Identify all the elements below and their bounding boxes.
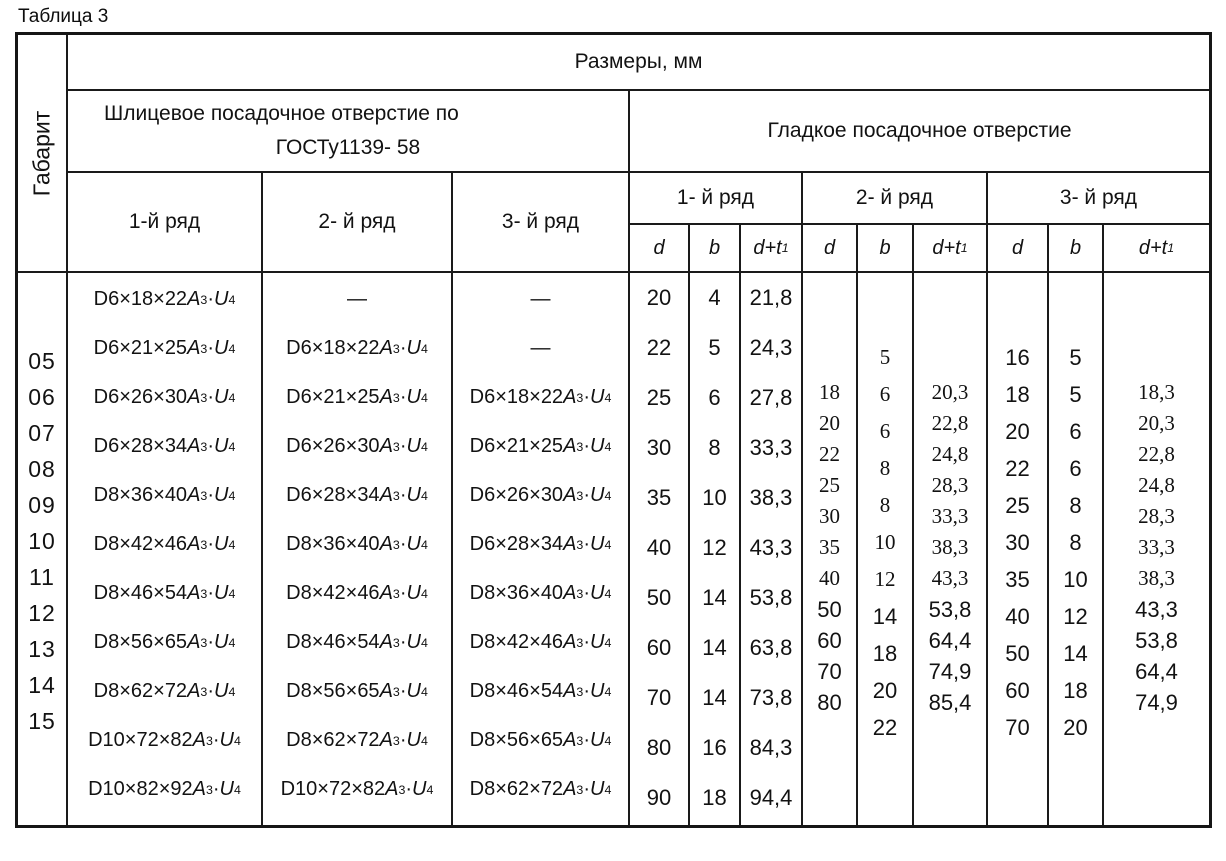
- cell-line: 13: [28, 635, 56, 662]
- cell-line: 20: [646, 285, 672, 310]
- spline-row1-column: [68, 273, 263, 825]
- cell-line: D6×28×34 A 3 · U 4: [93, 435, 236, 457]
- cell-line: 38,3: [749, 485, 793, 510]
- gabarit-values-column: [18, 273, 68, 825]
- cell-line: 22: [1005, 455, 1030, 481]
- cell-line: 70: [817, 658, 842, 684]
- cell-line: 22,8: [931, 411, 969, 435]
- cell-line: 60: [646, 635, 672, 660]
- cell-line: 50: [1005, 640, 1030, 666]
- cell-line: 8: [879, 456, 891, 480]
- cell-line: 84,3: [749, 735, 793, 760]
- smooth-row1-d-column: [630, 273, 690, 825]
- cell-line: D6×28×34 A 3 · U 4: [469, 533, 612, 555]
- cell-line: D8×56×65 A 3 · U 4: [469, 729, 612, 751]
- gabarit-vertical-label: Габарит: [28, 110, 55, 196]
- cell-line: 25: [819, 473, 840, 497]
- cell-line: 8: [1069, 492, 1082, 518]
- cell-line: D6×18×22 A 3 · U 4: [286, 337, 428, 359]
- cell-line: 10: [1063, 566, 1088, 592]
- cell-line: 4: [708, 285, 721, 310]
- cell-line: D8×36×40 A 3 · U 4: [93, 484, 236, 506]
- cell-line: 6: [1069, 418, 1082, 444]
- sizes-header: Размеры, мм: [68, 35, 1209, 91]
- cell-line: 33,3: [1138, 535, 1175, 559]
- cell-line: 6: [879, 382, 891, 406]
- cell-line: 6: [1069, 455, 1082, 481]
- cell-line: 73,8: [749, 685, 793, 710]
- cell-line: 5: [1069, 344, 1082, 370]
- cell-line: 18,3: [1138, 380, 1175, 404]
- cell-line: 5: [1069, 381, 1082, 407]
- cell-line: 11: [29, 563, 55, 590]
- cell-line: D8×56×65 A 3 · U 4: [93, 631, 236, 653]
- spline-row3-column: [453, 273, 630, 825]
- cell-line: 05: [28, 347, 56, 374]
- cell-line: D8×56×65 A 3 · U 4: [286, 680, 428, 702]
- cell-line: 18: [819, 380, 840, 404]
- smooth-row2-header: 2- й ряд: [803, 173, 988, 225]
- cell-line: 10: [28, 527, 56, 554]
- cell-line: 35: [1005, 566, 1030, 592]
- cell-line: D8×46×54 A 3 · U 4: [469, 680, 612, 702]
- cell-line: 20,3: [931, 380, 969, 404]
- cell-line: 27,8: [749, 385, 793, 410]
- cell-line: D8×46×54 A 3 · U 4: [93, 582, 236, 604]
- smooth-row1-b-column: [690, 273, 741, 825]
- cell-line: D8×36×40 A 3 · U 4: [469, 582, 612, 604]
- cell-line: —: [530, 337, 551, 359]
- spline-row2-header: 2- й ряд: [263, 173, 453, 273]
- cell-line: 14: [702, 635, 727, 660]
- cell-line: 8: [879, 493, 891, 517]
- spline-row2-column: [263, 273, 453, 825]
- cell-line: 30: [1005, 529, 1030, 555]
- cell-line: 20: [872, 677, 898, 703]
- col-header-dt1-2: d+t 1: [914, 225, 988, 273]
- cell-line: D8×42×46 A 3 · U 4: [286, 582, 428, 604]
- cell-line: 40: [646, 535, 672, 560]
- col-header-d-1: d: [630, 225, 690, 273]
- cell-line: D8×36×40 A 3 · U 4: [286, 533, 428, 555]
- cell-line: 16: [702, 735, 727, 760]
- cell-line: D8×46×54 A 3 · U 4: [286, 631, 428, 653]
- cell-line: 18: [1005, 381, 1030, 407]
- cell-line: D6×26×30 A 3 · U 4: [469, 484, 612, 506]
- col-header-d-3: d: [988, 225, 1049, 273]
- cell-line: 70: [1005, 714, 1030, 740]
- cell-line: 28,3: [1138, 504, 1175, 528]
- spline-hole-header-line2: ГОСТу1139- 58: [275, 136, 421, 159]
- smooth-row1-dt1-column: [741, 273, 803, 825]
- cell-line: 60: [817, 627, 842, 653]
- cell-line: 64,4: [1135, 658, 1178, 684]
- cell-line: 94,4: [749, 785, 793, 810]
- cell-line: D6×18×22 A 3 · U 4: [93, 288, 236, 310]
- dimensions-table: [15, 32, 1212, 828]
- cell-line: 6: [708, 385, 721, 410]
- cell-line: 24,3: [749, 335, 793, 360]
- cell-line: 38,3: [1138, 566, 1175, 590]
- cell-line: 38,3: [931, 535, 969, 559]
- cell-line: 06: [28, 383, 56, 410]
- cell-line: 33,3: [749, 435, 793, 460]
- cell-line: —: [530, 288, 551, 310]
- cell-line: 20: [1005, 418, 1030, 444]
- cell-line: 14: [702, 585, 727, 610]
- cell-line: 8: [1069, 529, 1082, 555]
- cell-line: 09: [28, 491, 56, 518]
- smooth-row3-d-column: [988, 273, 1049, 825]
- cell-line: D8×62×72 A 3 · U 4: [286, 729, 428, 751]
- cell-line: 20,3: [1138, 411, 1175, 435]
- cell-line: 40: [1005, 603, 1030, 629]
- cell-line: 12: [1063, 603, 1088, 629]
- cell-line: 53,8: [1135, 627, 1178, 653]
- smooth-row3-b-column: [1049, 273, 1104, 825]
- cell-line: 74,9: [1135, 689, 1178, 715]
- cell-line: —: [347, 288, 367, 310]
- cell-line: 25: [1005, 492, 1030, 518]
- cell-line: 28,3: [931, 473, 969, 497]
- cell-line: 85,4: [928, 689, 972, 715]
- cell-line: 20: [819, 411, 840, 435]
- col-header-dt1-3: d+t 1: [1104, 225, 1209, 273]
- cell-line: 6: [879, 419, 891, 443]
- cell-line: 16: [1005, 344, 1030, 370]
- cell-line: 22: [819, 442, 840, 466]
- cell-line: 60: [1005, 677, 1030, 703]
- cell-line: 15: [28, 707, 56, 734]
- cell-line: 5: [879, 345, 891, 369]
- cell-line: 21,8: [749, 285, 793, 310]
- cell-line: 12: [874, 567, 896, 591]
- cell-line: 25: [646, 385, 672, 410]
- cell-line: 43,3: [931, 566, 969, 590]
- cell-line: 20: [1063, 714, 1088, 740]
- cell-line: 14: [702, 685, 727, 710]
- cell-line: 12: [702, 535, 727, 560]
- cell-line: 63,8: [749, 635, 793, 660]
- cell-line: 18: [1063, 677, 1088, 703]
- cell-line: 30: [819, 504, 840, 528]
- cell-line: 33,3: [931, 504, 969, 528]
- cell-line: 53,8: [749, 585, 793, 610]
- cell-line: 12: [28, 599, 56, 626]
- cell-line: 35: [819, 535, 840, 559]
- cell-line: D6×21×25 A 3 · U 4: [286, 386, 428, 408]
- spline-row1-header: 1-й ряд: [68, 173, 263, 273]
- cell-line: D10×72×82 A 3 · U 4: [280, 778, 434, 800]
- col-header-b-2: b: [858, 225, 914, 273]
- cell-line: D8×62×72 A 3 · U 4: [469, 778, 612, 800]
- cell-line: 24,8: [1138, 473, 1175, 497]
- col-header-d-2: d: [803, 225, 858, 273]
- cell-line: 14: [28, 671, 56, 698]
- spline-hole-header: [68, 91, 630, 173]
- table-caption: Таблица 3: [18, 6, 109, 27]
- cell-line: 24,8: [931, 442, 969, 466]
- cell-line: 10: [702, 485, 727, 510]
- spline-hole-header-line1: Шлицевое посадочное отверстие по: [104, 102, 459, 126]
- cell-line: 18: [702, 785, 727, 810]
- gabarit-column-header: [18, 35, 68, 273]
- cell-line: D6×26×30 A 3 · U 4: [93, 386, 236, 408]
- col-header-b-1: b: [690, 225, 741, 273]
- cell-line: 07: [28, 419, 56, 446]
- cell-line: 64,4: [928, 627, 972, 653]
- cell-line: 08: [28, 455, 56, 482]
- cell-line: 43,3: [1135, 596, 1178, 622]
- smooth-hole-header: Гладкое посадочное отверстие: [630, 91, 1209, 173]
- cell-line: 35: [646, 485, 672, 510]
- cell-line: D8×42×46 A 3 · U 4: [469, 631, 612, 653]
- cell-line: 80: [817, 689, 842, 715]
- cell-line: 90: [646, 785, 672, 810]
- cell-line: D6×26×30 A 3 · U 4: [286, 435, 428, 457]
- cell-line: 30: [646, 435, 672, 460]
- cell-line: 40: [819, 566, 840, 590]
- smooth-row3-header: 3- й ряд: [988, 173, 1209, 225]
- col-header-dt1-1: d+t 1: [741, 225, 803, 273]
- spline-row3-header: 3- й ряд: [453, 173, 630, 273]
- smooth-row1-header: 1- й ряд: [630, 173, 803, 225]
- cell-line: 22,8: [1138, 442, 1175, 466]
- cell-line: D6×28×34 A 3 · U 4: [286, 484, 428, 506]
- cell-line: D10×82×92 A 3 · U 4: [88, 778, 241, 800]
- cell-line: 53,8: [928, 596, 972, 622]
- cell-line: 10: [874, 530, 896, 554]
- cell-line: D6×21×25 A 3 · U 4: [469, 435, 612, 457]
- cell-line: 80: [646, 735, 672, 760]
- col-header-b-3: b: [1049, 225, 1104, 273]
- smooth-row2-b-column: [858, 273, 914, 825]
- cell-line: D6×18×22 A 3 · U 4: [469, 386, 612, 408]
- cell-line: 70: [646, 685, 672, 710]
- cell-line: 74,9: [928, 658, 972, 684]
- cell-line: 5: [708, 335, 721, 360]
- cell-line: 22: [872, 714, 898, 740]
- cell-line: 50: [646, 585, 672, 610]
- cell-line: 14: [872, 603, 898, 629]
- cell-line: 22: [646, 335, 672, 360]
- cell-line: 43,3: [749, 535, 793, 560]
- cell-line: 14: [1063, 640, 1088, 666]
- smooth-row3-dt1-column: [1104, 273, 1209, 825]
- cell-line: D8×42×46 A 3 · U 4: [93, 533, 236, 555]
- cell-line: D6×21×25 A 3 · U 4: [93, 337, 236, 359]
- cell-line: 18: [872, 640, 898, 666]
- smooth-row2-dt1-column: [914, 273, 988, 825]
- cell-line: 8: [708, 435, 721, 460]
- cell-line: D10×72×82 A 3 · U 4: [88, 729, 241, 751]
- cell-line: D8×62×72 A 3 · U 4: [93, 680, 236, 702]
- smooth-row2-d-column: [803, 273, 858, 825]
- cell-line: 50: [817, 596, 842, 622]
